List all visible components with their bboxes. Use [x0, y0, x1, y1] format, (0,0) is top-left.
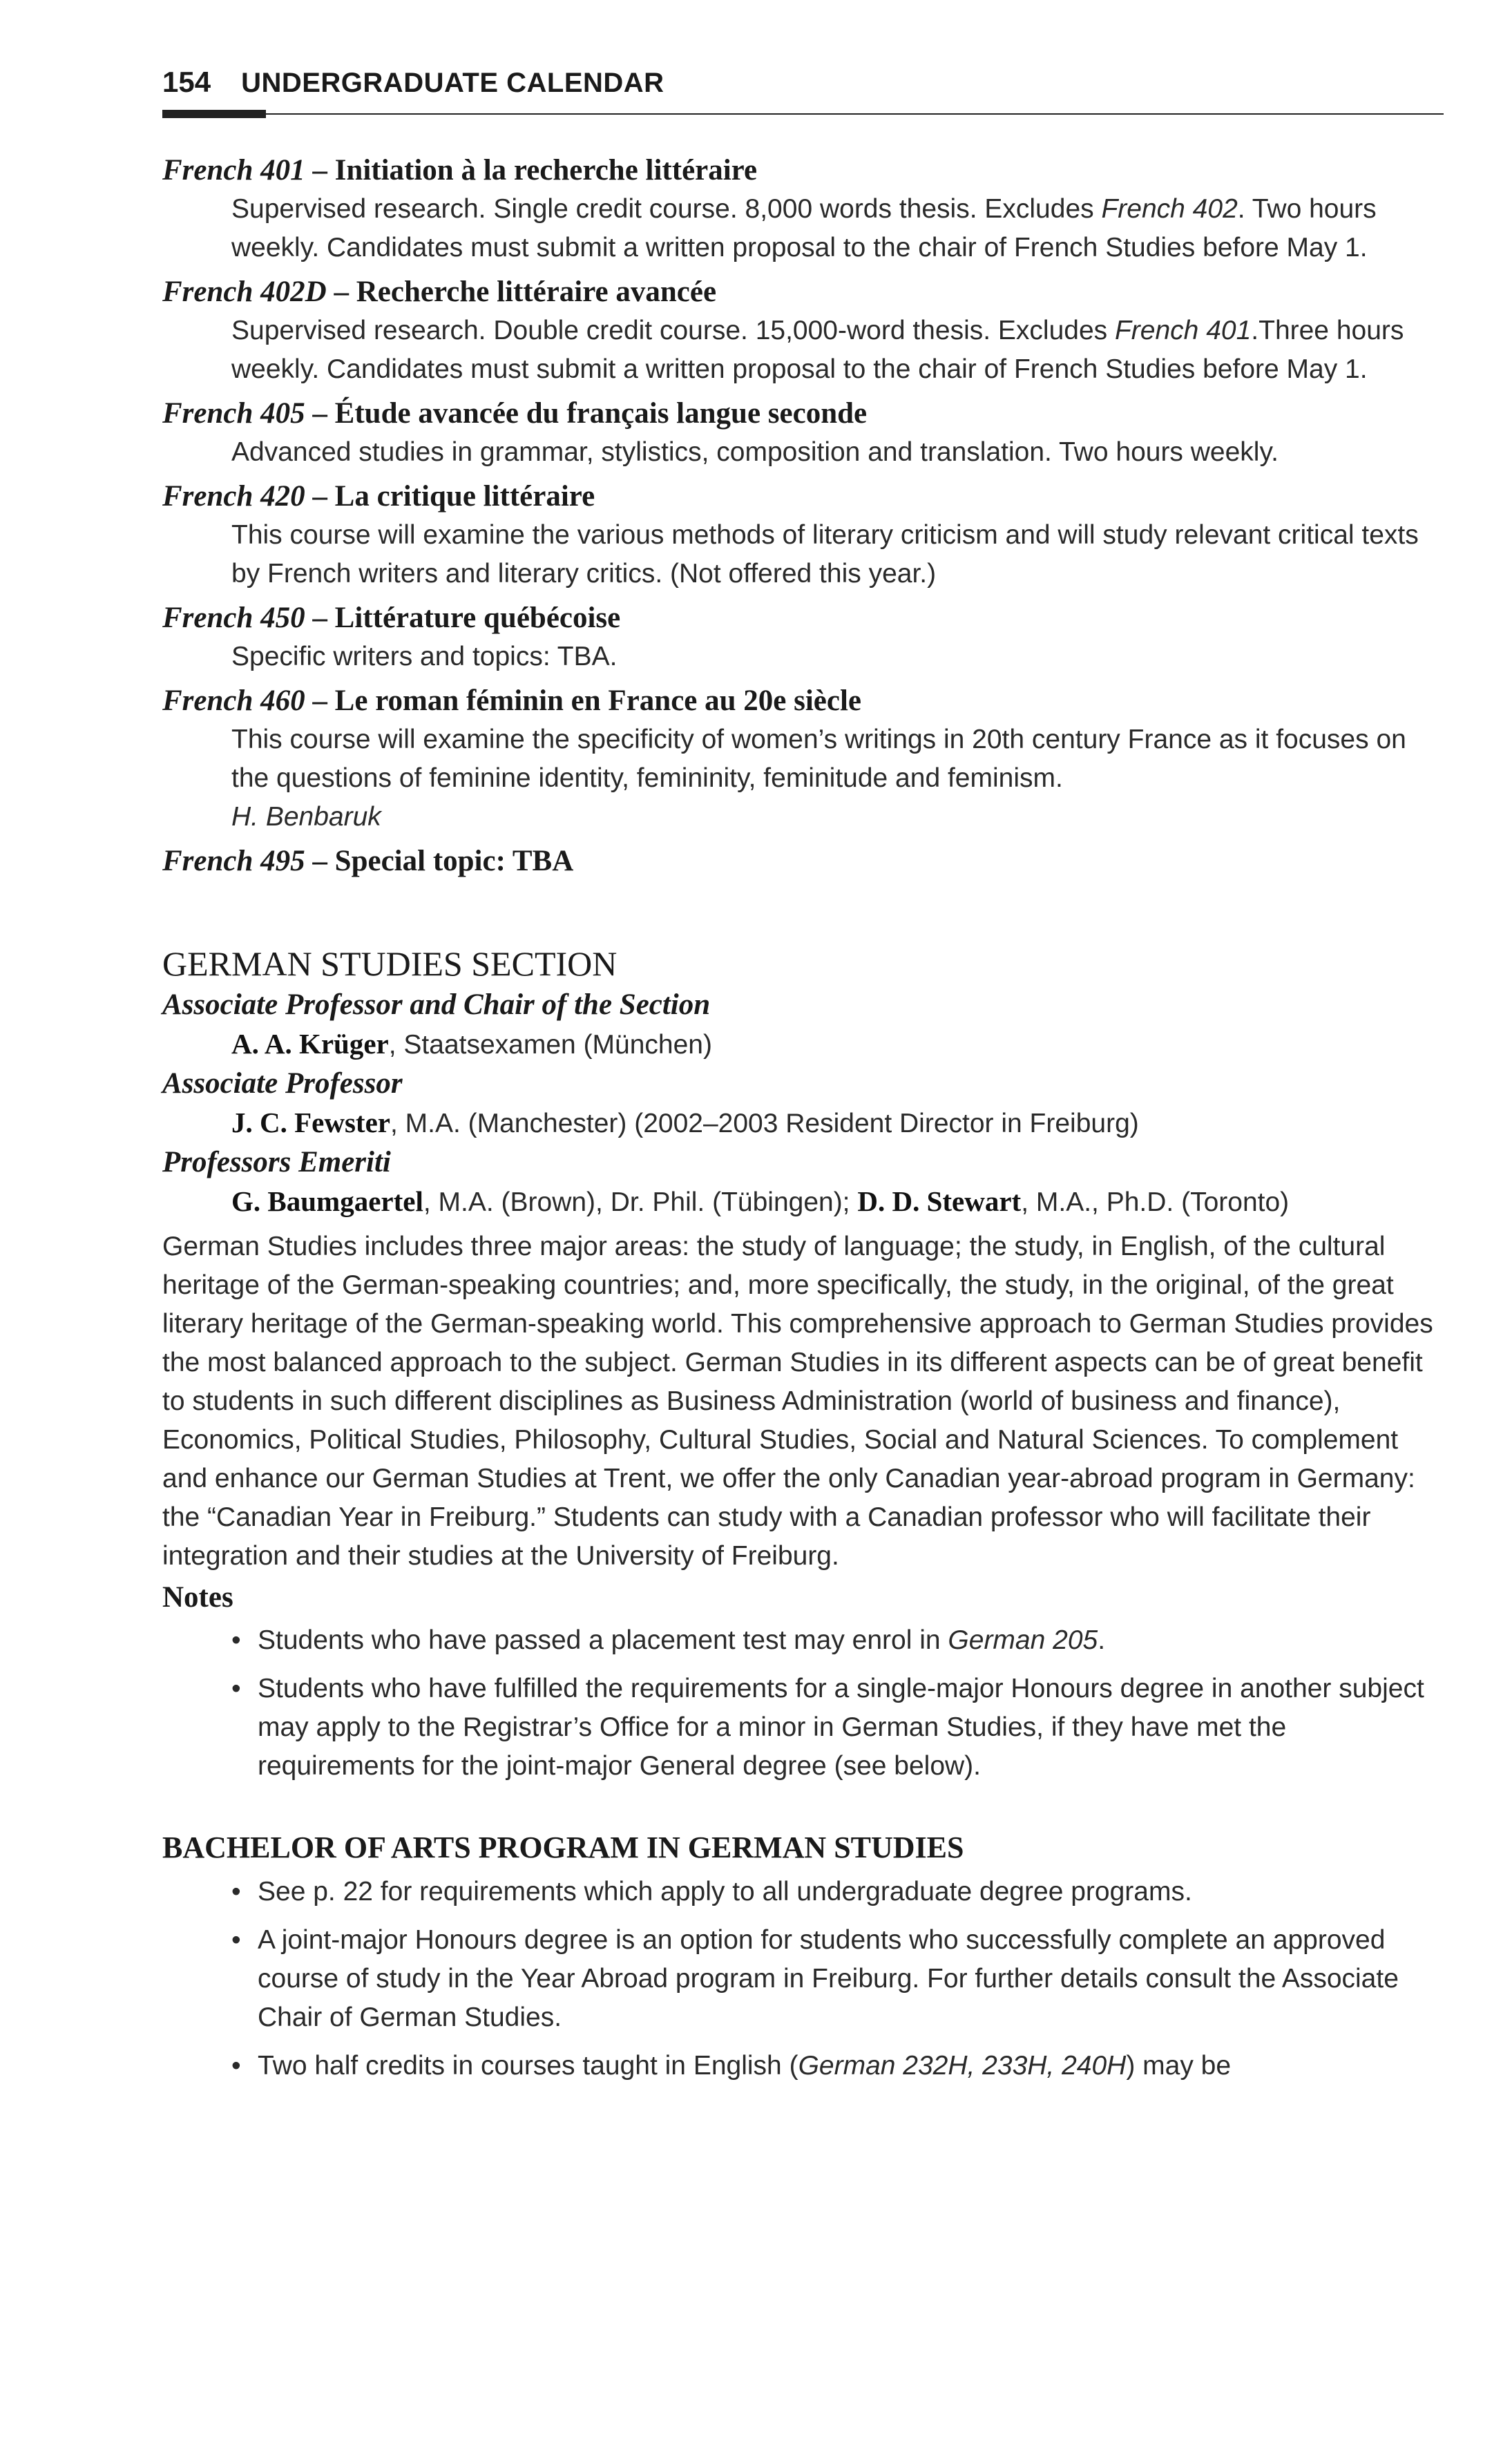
title-separator: –	[305, 397, 335, 430]
faculty-name: G. Baumgaertel	[231, 1185, 423, 1217]
program-heading: BACHELOR OF ARTS PROGRAM IN GERMAN STUDIES	[162, 1831, 964, 1864]
text-run: Students who have fulfilled the requirements for a single-major Honours degree in another subject may apply to the Registrar’s Office for a minor in German Studies, if they have met the requirements for the joint-major General degree (see below).	[258, 1674, 1424, 1781]
course-name: Littérature québécoise	[334, 602, 621, 634]
course-name: Recherche littéraire avancée	[356, 276, 717, 308]
text-run: Supervised research. Double credit course. 15,000-word thesis. Excludes	[231, 316, 1115, 345]
notes-label: Notes	[162, 1581, 233, 1614]
bullet-dot: •	[231, 1877, 241, 1906]
course-description	[231, 516, 1444, 593]
faculty-members	[231, 1024, 1444, 1064]
course-name: Étude avancée du français langue seconde	[334, 397, 868, 430]
course-entry	[162, 599, 1444, 676]
section-heading: GERMAN STUDIES SECTION	[162, 944, 618, 983]
course-description	[231, 638, 1444, 676]
text-run: Two half credits in courses taught in English (	[258, 2051, 798, 2081]
course-code: French 495	[162, 845, 305, 877]
course-title	[162, 599, 1444, 638]
bullet-item	[231, 1921, 1444, 2037]
faculty-members	[231, 1182, 1444, 1222]
course-title	[162, 682, 1444, 720]
bullet-item	[231, 1621, 1444, 1660]
faculty-role: Associate Professor	[162, 1067, 403, 1100]
title-separator: –	[305, 685, 335, 717]
title-separator: –	[326, 276, 356, 308]
text-run: ) may be	[1126, 2051, 1232, 2081]
course-title	[162, 273, 1444, 312]
faculty-credentials: , M.A. (Manchester) (2002–2003 Resident Director in Freiburg)	[390, 1109, 1139, 1138]
course-name: Special topic: TBA	[334, 845, 574, 877]
course-entry	[162, 477, 1444, 593]
faculty-name: J. C. Fewster	[231, 1107, 390, 1138]
course-entry	[162, 151, 1444, 267]
course-name: Le roman féminin en France au 20e siècle	[334, 685, 861, 717]
course-description	[231, 720, 1444, 798]
header-rule	[162, 108, 1444, 118]
faculty-credentials: , Staatsexamen (München)	[388, 1030, 712, 1060]
intro-paragraph: German Studies includes three major areas: the study of language; the study, in English, of the cultural heritage of the German-speaking countries; and, more specifically, the study, in the original, of the great literary heritage of the German-speaking world. This comprehensive approach to German Studies provides the most balanced approach to the subject. German Studies in its different aspects can be of great benefit to students in such different disciplines as Business Administration (world of business and finance), Economics, Political Studies, Philosophy, Cultural Studies, Social and Natural Sciences. To complement and enhance our German Studies at Trent, we offer the only Canadian year-abroad program in Germany: the “Canadian Year in Freiburg.” Students can study with a Canadian professor who will facilitate their integration and their studies at the University of Freiburg.	[162, 1232, 1433, 1571]
course-title	[162, 151, 1444, 190]
course-description	[231, 433, 1444, 472]
bullet-dot: •	[231, 2051, 241, 2081]
course-description	[231, 190, 1444, 267]
text-run: Advanced studies in grammar, stylistics, composition and translation. Two hours weekly.	[231, 437, 1279, 467]
course-description	[231, 312, 1444, 389]
faculty-list	[162, 986, 1444, 1222]
course-list	[162, 151, 1444, 881]
faculty-name: A. A. Krüger	[231, 1028, 389, 1060]
course-reference: German 232H, 233H, 240H	[798, 2051, 1127, 2081]
text-run: A joint-major Honours degree is an option for students who successfully complete an approved course of study in the Year Abroad program in Freiburg. For further details consult the Associate Chair of German Studies.	[258, 1925, 1399, 2032]
course-reference: French 401	[1114, 316, 1252, 345]
bullet-dot: •	[231, 1625, 241, 1655]
course-name: Initiation à la recherche littéraire	[334, 154, 758, 187]
course-reference: French 402	[1101, 194, 1238, 224]
text-run: This course will examine the specificity of women’s writings in 20th century France as it focuses on the questions of feminine identity, femininity, feminitude and feminism.	[231, 725, 1406, 793]
course-code: French 405	[162, 397, 305, 430]
title-separator: –	[305, 845, 335, 877]
course-code: French 460	[162, 685, 305, 717]
text-run: . Two hours weekly. Candidates must submit a written proposal to the chair of French Studies before May 1.	[231, 194, 1377, 262]
title-separator: –	[305, 480, 335, 513]
course-entry	[162, 394, 1444, 472]
text-run: This course will examine the various methods of literary criticism and will study relevant critical texts by French writers and literary critics. (Not offered this year.)	[231, 520, 1419, 589]
text-run: .	[1098, 1625, 1106, 1655]
header-rule-line	[162, 113, 1444, 115]
text-run: See p. 22 for requirements which apply to all undergraduate degree programs.	[258, 1877, 1192, 1906]
bullet-dot: •	[231, 1925, 241, 1955]
faculty-role: Associate Professor and Chair of the Section	[162, 988, 711, 1021]
program-list	[231, 1873, 1444, 2085]
course-title	[162, 842, 1444, 881]
text-run: Supervised research. Single credit course. 8,000 words thesis. Excludes	[231, 194, 1102, 224]
header-rule-accent	[162, 110, 266, 118]
title-separator: –	[305, 154, 335, 187]
text-run: .Three hours weekly. Candidates must submit a written proposal to the chair of French Studies before May 1.	[231, 316, 1404, 384]
course-reference: German 205	[948, 1625, 1098, 1655]
title-separator: –	[305, 602, 335, 634]
notes-list	[231, 1621, 1444, 1786]
course-code: French 420	[162, 480, 305, 513]
course-entry	[162, 273, 1444, 389]
page-header	[162, 66, 1444, 108]
bullet-dot: •	[231, 1674, 241, 1703]
course-entry	[162, 682, 1444, 837]
faculty-members	[231, 1103, 1444, 1143]
course-name: La critique littéraire	[334, 480, 595, 513]
faculty-credentials: , M.A., Ph.D. (Toronto)	[1021, 1187, 1290, 1217]
bullet-item	[231, 2047, 1444, 2085]
faculty-role: Professors Emeriti	[162, 1146, 391, 1178]
course-title	[162, 394, 1444, 433]
course-code: French 450	[162, 602, 305, 634]
bullet-item	[231, 1873, 1444, 1911]
running-title: UNDERGRADUATE CALENDAR	[241, 68, 664, 98]
text-run: Specific writers and topics: TBA.	[231, 642, 618, 671]
course-code: French 401	[162, 154, 305, 187]
course-entry	[162, 842, 1444, 881]
bullet-item	[231, 1670, 1444, 1786]
text-run: Students who have passed a placement test may enrol in	[258, 1625, 948, 1655]
page-number: 154	[162, 66, 211, 98]
page	[162, 66, 1444, 2095]
faculty-name: D. D. Stewart	[857, 1185, 1022, 1217]
faculty-credentials: , M.A. (Brown), Dr. Phil. (Tübingen);	[423, 1187, 858, 1217]
course-title	[162, 477, 1444, 516]
course-instructor: H. Benbaruk	[231, 802, 381, 832]
course-code: French 402D	[162, 276, 327, 308]
